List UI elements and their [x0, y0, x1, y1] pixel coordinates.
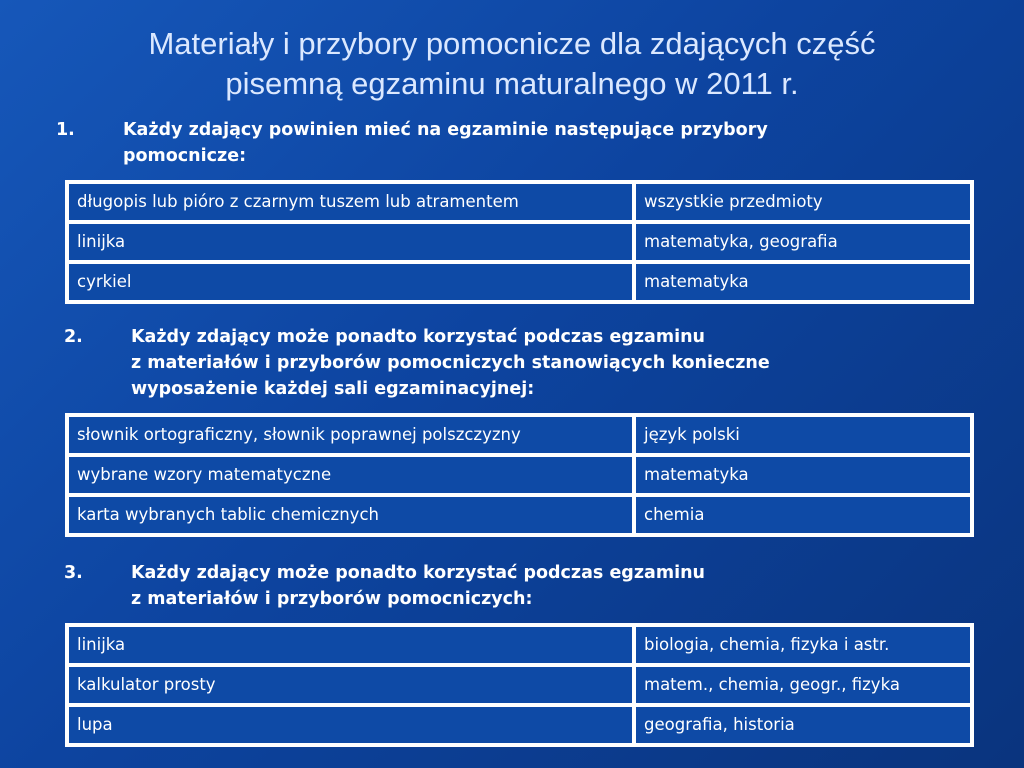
- section-2-heading: [64, 324, 964, 402]
- table-cell-subjects: matematyka: [636, 264, 970, 300]
- table-cell-subjects: chemia: [636, 497, 970, 533]
- section-3-number: 3.: [64, 563, 83, 583]
- table-cell-subjects: matem., chemia, geogr., fizyka: [636, 667, 970, 703]
- section-2-table: [65, 413, 974, 537]
- section-2-line-2: z materiałów i przyborów pomocniczych stanowiących konieczne: [131, 353, 770, 373]
- section-3-table: [65, 623, 974, 747]
- table-cell-item: karta wybranych tablic chemicznych: [69, 497, 632, 533]
- table-cell-item: linijka: [69, 627, 632, 663]
- table-cell-subjects: wszystkie przedmioty: [636, 184, 970, 220]
- section-1-number: 1.: [56, 120, 75, 140]
- table-cell-item: linijka: [69, 224, 632, 260]
- slide-title-line-1: Materiały i przybory pomocnicze dla zdających część: [148, 26, 876, 61]
- section-1-line-1: Każdy zdający powinien mieć na egzaminie następujące przybory: [123, 120, 768, 140]
- section-3-heading: [64, 560, 964, 612]
- section-1-line-2: pomocnicze:: [123, 146, 247, 166]
- table-cell-item: długopis lub pióro z czarnym tuszem lub atramentem: [69, 184, 632, 220]
- section-2-number: 2.: [64, 327, 83, 347]
- table-cell-subjects: matematyka, geografia: [636, 224, 970, 260]
- slide-title: [40, 24, 984, 104]
- section-3-line-1: Każdy zdający może ponadto korzystać podczas egzaminu: [131, 563, 705, 583]
- section-1-heading: [56, 117, 956, 169]
- table-cell-subjects: matematyka: [636, 457, 970, 493]
- section-3-line-2: z materiałów i przyborów pomocniczych:: [131, 589, 533, 609]
- table-cell-item: cyrkiel: [69, 264, 632, 300]
- table-cell-item: kalkulator prosty: [69, 667, 632, 703]
- table-cell-item: słownik ortograficzny, słownik poprawnej polszczyzny: [69, 417, 632, 453]
- table-cell-item: wybrane wzory matematyczne: [69, 457, 632, 493]
- section-2-line-1: Każdy zdający może ponadto korzystać podczas egzaminu: [131, 327, 705, 347]
- section-2-line-3: wyposażenie każdej sali egzaminacyjnej:: [131, 379, 535, 399]
- table-cell-item: lupa: [69, 707, 632, 743]
- section-1-table: [65, 180, 974, 304]
- slide-title-line-2: pisemną egzaminu maturalnego w 2011 r.: [225, 66, 799, 101]
- table-cell-subjects: biologia, chemia, fizyka i astr.: [636, 627, 970, 663]
- table-cell-subjects: język polski: [636, 417, 970, 453]
- table-cell-subjects: geografia, historia: [636, 707, 970, 743]
